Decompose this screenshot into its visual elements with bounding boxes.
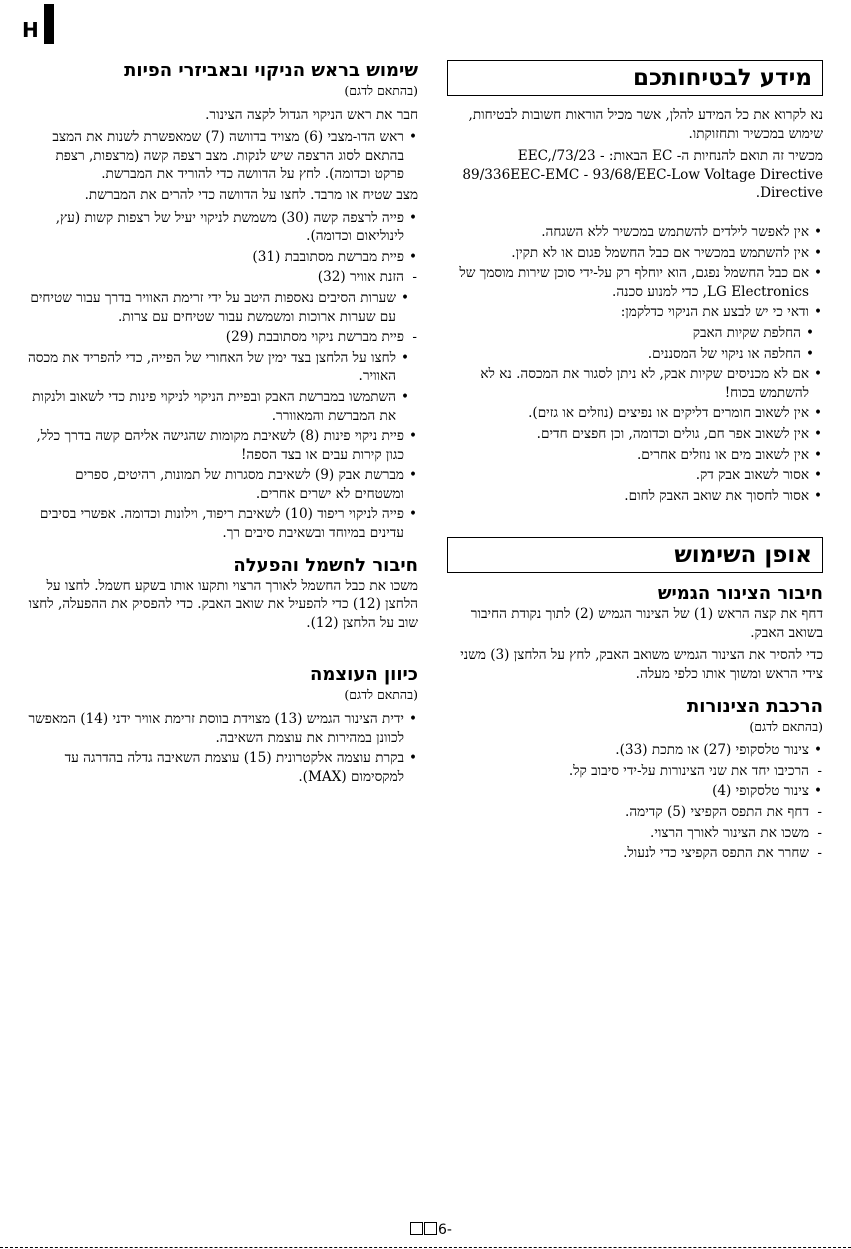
accessory-item: • מברשת אבק (9) לשאיבת מסגרות של תמונות, רהיטים, ספרים ומשטחים לא ישרים אחרים. <box>22 466 418 503</box>
language-tab-bar <box>44 4 54 44</box>
hose-connection-step: כדי להסיר את הצינור הגמיש משואב האבק, לחץ על הלחצן (3) משני צידי הראש ומשוך אותו כלפי מעלה. <box>460 647 823 683</box>
accessory-item: • פייה לניקוי ריפוד (10) לשאיבת ריפוד, וילונות וכדומה. אפשרי בסיבים עדינים במיוחד ובשאיבת סיבים רך. <box>22 505 418 542</box>
accessory-item: • פיית ניקוי פינות (8) לשאיבת מקומות שהגישה אליהם קשה בדרך כלל, כגון קירות עבים או בצד הספה! <box>22 427 418 464</box>
safety-item: • אם לא מכניסים שקיות אבק, לא ניתן לסגור את המכסה. נא לא להשתמש בכוח! <box>447 365 823 402</box>
accessories-heading: שימוש בראש הניקוי ובאביזרי הפיות <box>124 60 418 81</box>
usage-heading: אופן השימוש <box>447 537 823 573</box>
tube-assembly-heading: הרכבת הצינורות <box>686 695 823 717</box>
accessory-note: מצב שטיח או מרבד. לחצו על הדוושה כדי להרים את המברשת. <box>84 186 418 203</box>
safety-item: • אם כבל החשמל נפגם, הוא יוחלף רק על-ידי סוכן שירות מוסמך של LG Electronics, כדי למנוע סכנה. <box>447 264 823 301</box>
power-heading: חיבור לחשמל והפעלה <box>233 554 418 576</box>
accessory-detail: • השתמשו במברשת האבק ובפיית הניקוי לניקוי פינות כדי לשאוב ולנקות את המברשת והמאוורר. <box>22 388 418 425</box>
tube-step: • צינור טלסקופי (27) או מתכת (33). <box>447 741 823 760</box>
accessory-subitem: - הזנת אוויר (32) <box>22 268 418 287</box>
language-tab: H <box>22 18 39 42</box>
accessory-subitem: - פיית מברשת ניקוי מסתובבת (29) <box>22 328 418 347</box>
suction-item: • בקרת עוצמה אלקטרונית (15) עוצמת השאיבה גדלה בהדרגה עד למקסימום (MAX). <box>22 749 418 786</box>
safety-subitem: • החלפת שקיות האבק <box>447 324 823 343</box>
accessory-item: • ראש הדו-מצבי (6) מצויד בדוושה (7) שמאפשרת לשנות את המצב בהתאם לסוג הרצפה שיש לנקות. מצב רצפה קשה (מרצפות, רצפת פרקט וכדומה). לחץ על הדוושה כדי להוריד את המברשת. <box>22 128 418 184</box>
safety-info-heading: מידע לבטיחותכם <box>447 60 823 96</box>
suction-model-note: (בהתאם לדגם) <box>344 687 418 703</box>
tube-assembly-model-note: (בהתאם לדגם) <box>749 718 823 734</box>
accessory-item: • פייה לרצפה קשה (30) משמשת לניקוי יעיל של רצפות קשות (עץ, לינוליאום וכדומה). <box>22 209 418 246</box>
tube-step: - שחרר את התפס הקפיצי כדי לנעול. <box>447 844 823 863</box>
tube-step: - דחף את התפס הקפיצי (5) קדימה. <box>447 803 823 822</box>
safety-item: • אין לאפשר לילדים להשתמש במכשיר ללא השגחה. <box>447 223 823 242</box>
hose-connection-heading: חיבור הצינור הגמיש <box>657 583 823 605</box>
ec-directives: מכשיר זה תואם להנחיות ה- EC הבאות: - 73/23/EEC, 89/336EEC-EMC - 93/68/EEC-Low Voltage Directive Directive. <box>462 148 823 202</box>
accessories-intro: חבר את ראש הניקוי הגדול לקצה הצינור. <box>205 106 418 123</box>
hose-connection-step: דחף את קצה הראש (1) של הצינור הגמיש (2) לתוך נקודת החיבור בשואב האבק. <box>470 606 823 641</box>
page-trim-line <box>0 1247 851 1248</box>
accessory-detail: • שערות הסיבים נאספות היטב על ידי זרימת האוויר בדרך עבור שטיחים עם שערות ארוכות ומשמשת עבור שטיחים עם צרות. <box>22 289 418 326</box>
safety-subitem: • החלפה או ניקוי של המסננים. <box>447 345 823 364</box>
tube-step: • צינור טלסקופי (4) <box>447 782 823 801</box>
safety-item: • אין לשאוב אפר חם, גולים וכדומה, וכן חפצים חדים. <box>447 425 823 444</box>
left-column <box>22 60 418 788</box>
tube-step: - משכו את הצינור לאורך הרצוי. <box>447 824 823 843</box>
safety-item: • ודאי כי יש לבצע את הניקוי כדלקמן: <box>447 303 823 322</box>
safety-item: • אסור לשאוב אבק דק. <box>447 466 823 485</box>
accessory-detail: • לחצו על הלחצן בצד ימין של האחורי של הפייה, כדי להפריד את מכסה האוויר. <box>22 349 418 386</box>
safety-item: • אסור לחסוך את שואב האבק לחום. <box>447 487 823 506</box>
suction-heading: כיוון העוצמה <box>310 664 418 686</box>
right-column <box>447 60 823 865</box>
safety-item: • אין לשאוב חומרים דליקים או נפיצים (נוזלים או גזים). <box>447 404 823 423</box>
accessories-model-note: (בהתאם לדגם) <box>344 83 418 98</box>
page-number: 6- <box>410 1222 452 1238</box>
suction-item: • ידית הצינור הגמיש (13) מצוידת בווסת זרימת אוויר ידני (14) המאפשר לכוונן במהירות את עוצמת השאיבה. <box>22 710 418 747</box>
accessory-item: • פיית מברשת מסתובבת (31) <box>22 248 418 267</box>
tube-step: - הרכיבו יחד את שני הצינורות על-ידי סיבוב קל. <box>447 762 823 781</box>
safety-intro: נא לקרוא את כל המידע להלן, אשר מכיל הוראות חשובות לבטיחות, שימוש במכשיר ותחזוקתו. <box>468 107 823 142</box>
power-instructions: משכו את כבל החשמל לאורך הרצוי ותקעו אותו בשקע חשמל. לחצו על הלחצן (12) כדי להפעיל את שואב האבק. כדי להפסיק את ההפעלה, לחצו שוב על הלחצן (12). <box>28 577 418 631</box>
safety-item: • אין להשתמש במכשיר אם כבל החשמל פגום או לא תקין. <box>447 244 823 263</box>
safety-item: • אין לשאוב מים או נוזלים אחרים. <box>447 446 823 465</box>
